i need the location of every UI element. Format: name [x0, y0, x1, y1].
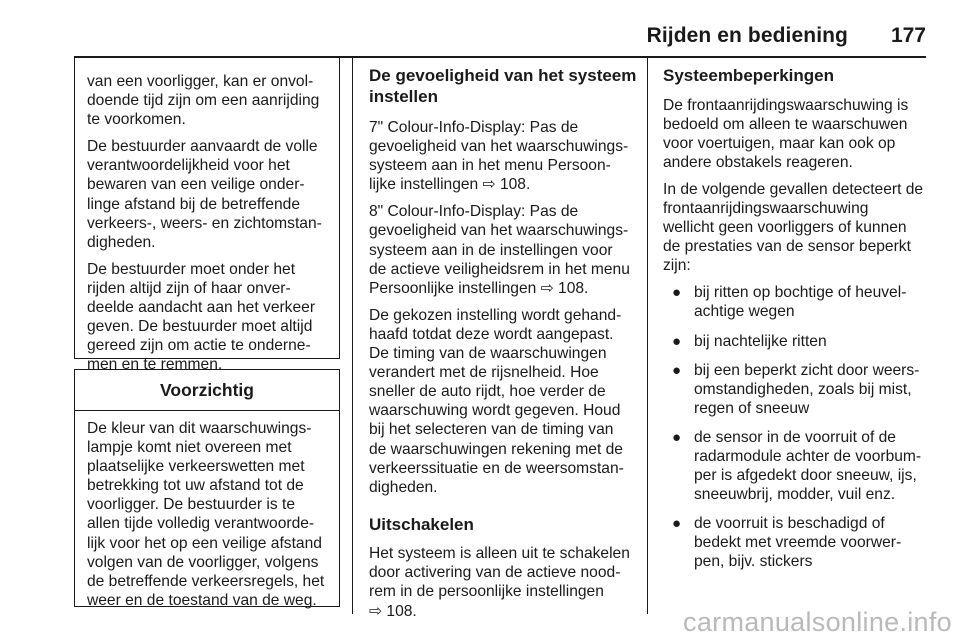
watermark: carmanualsonline.info: [683, 607, 952, 637]
list-item: ● bij ritten op bochtige of heuvel- achtige wegen: [672, 284, 907, 321]
caution-box: [74, 369, 340, 607]
caution-text: De kleur van dit waarschuwings- lampje komt niet overeen met plaatselijke verkeerswetten met betrekking tot uw afstand tot de voorligger. De bestuurder is te allen tijde volledig verantwoorde- lijk voor het op een veilige afstand volgen van de voorligger, volgens de betreffende verkeersregels, het weer en de toestand van de weg.: [87, 420, 325, 609]
warning-paragraph-1: van een voorligger, kan er onvol- doende tijd zijn om een aanrijding te voorkomen.: [87, 73, 320, 129]
warning-paragraph-2: De bestuurder aanvaardt de volle verantwoordelijkheid voor het bewaren van een veilige onder- linge afstand bij de betreffende verkeers-, weers- en zichtomstan- digheden.: [87, 138, 322, 251]
list-item: ● bij nachtelijke ritten: [672, 332, 827, 350]
middle-column: [369, 66, 639, 629]
sensitivity-heading: De gevoeligheid van het systeem instellen: [369, 66, 637, 106]
warning-box-continued: [74, 58, 340, 374]
limitations-list: [663, 283, 938, 571]
limitations-paragraph-1: De frontaanrijdingswaarschuwing is bedoeld om alleen te waarschuwen voor voertuigen, maar kan ook op andere obstakels reageren.: [663, 96, 909, 171]
timing-paragraph: De gekozen instelling wordt gehand- haafd totdat deze wordt aangepast. De timing van de waarschuwingen verandert met de rijsnelheid. Hoe sneller de auto rijdt, hoe verder de waarschuwing wordt gegeven. Houd bij het selecteren van de timing van de waarschuwingen rekening met de verkeerssituatie en de weersomstan- digheden.: [369, 306, 624, 496]
page-header: [0, 0, 960, 56]
bullet-icon: ●: [672, 332, 682, 350]
sensitivity-para-7inch: 7" Colour-Info-Display: Pas de gevoeligheid van het waarschuwings- systeem aan in het menu Persoon- lijke instellingen ⇨ 108.: [369, 119, 629, 194]
section-title: Rijden en bediening: [646, 24, 848, 47]
bullet-icon: ●: [672, 284, 682, 302]
warning-paragraph-3: De bestuurder moet onder het rijden altijd zijn of haar onver- deelde aandacht aan het verkeer geven. De bestuurder moet altijd gereed zijn om actie te onderne- men en te remmen.: [87, 260, 316, 374]
column-divider-left: [352, 58, 353, 614]
limitations-paragraph-2: In de volgende gevallen detecteert de frontaanrijdingswaarschuwing wellicht geen voorliggers of kunnen de prestaties van de sensor beperkt zijn:: [663, 180, 924, 275]
list-item: ● de voorruit is beschadigd of bedekt met vreemde voorwer- pen, bijv. stickers: [672, 515, 902, 571]
list-item: ● bij een beperkt zicht door weers- omstandigheden, zoals bij mist, regen of sneeuw: [672, 361, 920, 417]
column-divider-right: [647, 58, 648, 614]
bullet-icon: ●: [672, 361, 682, 379]
disable-heading: Uitschakelen: [369, 514, 474, 534]
bullet-icon: ●: [672, 428, 682, 446]
right-column: [663, 66, 938, 582]
caution-title: Voorzichtig: [75, 370, 339, 411]
disable-paragraph: Het systeem is alleen uit te schakelen door activering van de actieve nood- rem in de persoonlijke instellingen ⇨ 108.: [369, 545, 630, 620]
sensitivity-para-8inch: 8" Colour-Info-Display: Pas de gevoeligheid van het waarschuwings- systeem aan in de instellingen voor de actieve veiligheidsrem in het menu Persoonlijke instellingen ⇨ 108.: [369, 203, 630, 297]
list-item: ● de sensor in de voorruit of de radarmodule achter de voorbum- per is afgedekt door sneeuw, ijs, sneeuwbrij, modder, vuil enz.: [672, 428, 922, 504]
bullet-icon: ●: [672, 515, 682, 533]
page-number: 177: [890, 24, 926, 47]
limitations-heading: Systeembeperkingen: [663, 66, 835, 85]
